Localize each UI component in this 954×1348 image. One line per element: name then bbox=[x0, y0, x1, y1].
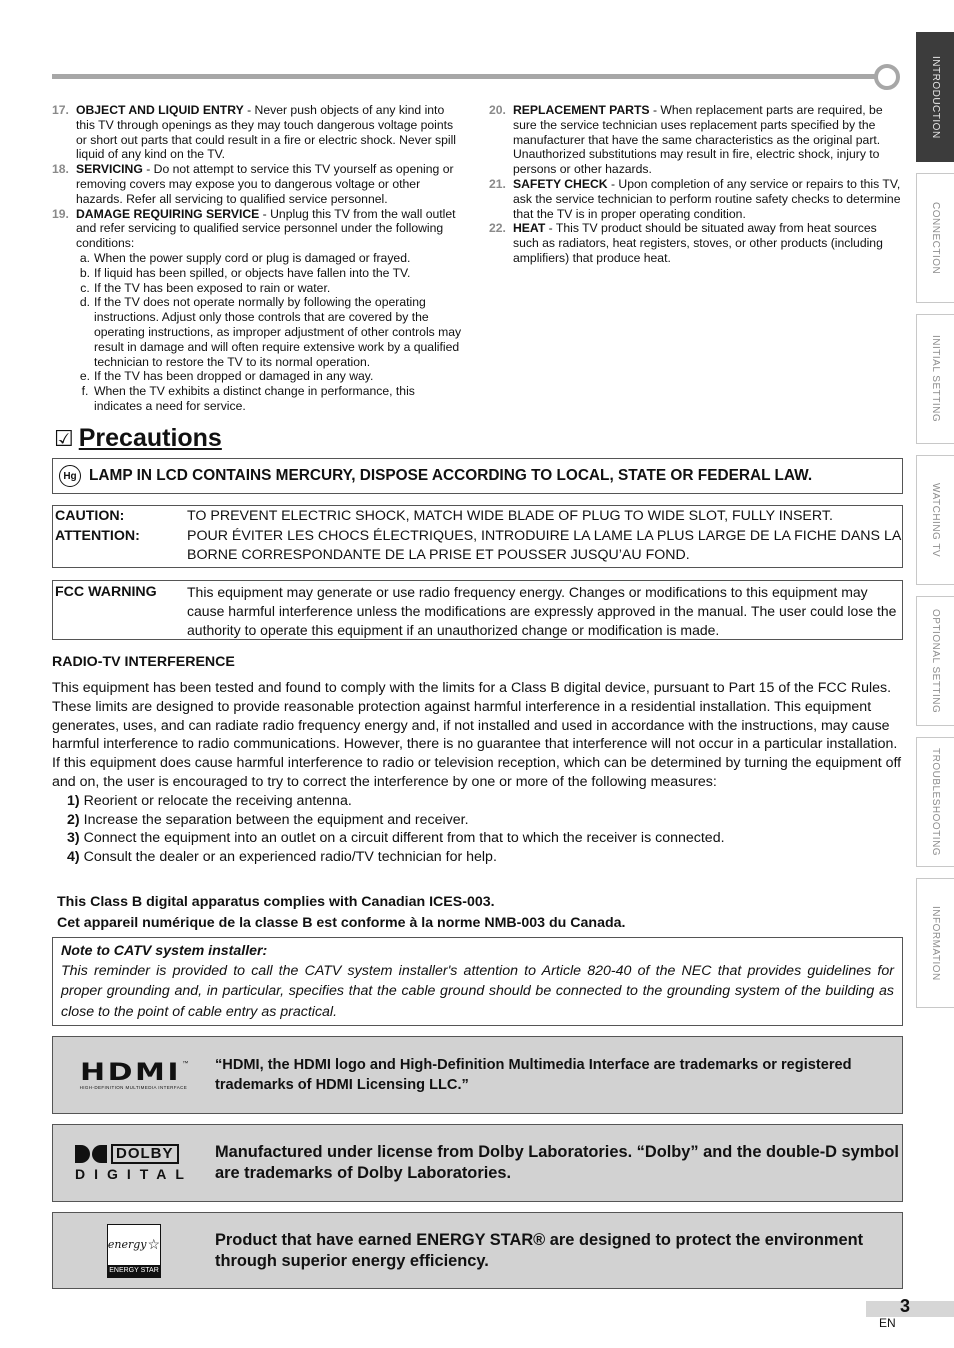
energy-star-icon: energy ☆ bbox=[107, 1236, 161, 1253]
hdmi-trademark-box bbox=[52, 1036, 903, 1114]
tab-information[interactable]: INFORMATION bbox=[916, 878, 954, 1008]
safety-item-20: 20. REPLACEMENT PARTS - When replacement parts are required, be sure the service technician uses replacement parts specified by the manufacturer that have the same characteristics as the original part. Unauthorized substitutions may result in fire, electric shock, injury to persons or other hazards. bbox=[489, 103, 883, 177]
fcc-text: This equipment may generate or use radio frequency energy. Changes or modifications to this equipment may cause harmful interference unless the modifications are expressly approved in the manual. The user could lose the authority to operate this equipment if an unauthorized change or modification is made. bbox=[187, 584, 897, 638]
top-rule-end-circle bbox=[874, 64, 900, 90]
radio-tv-paragraph: This equipment has been tested and found to comply with the limits for a Class B digital device, pursuant to Part 15 of the FCC Rules. These limits are designed to provide reasonable protection against harmful interference in a residential installation. This equipment generates, uses, and can radiate radio frequency energy and, if not installed and used in accordance with the instructions, may cause harmful interference to radio communications. However, there is no guarantee that interference will not occur in a particular installation. If this equipment does cause harmful interference to radio or television reception, which can be determined by turning the equipment off and on, the user is encouraged to try to correct the interference by one or more of the following measures: bbox=[52, 680, 902, 790]
caution-text: TO PREVENT ELECTRIC SHOCK, MATCH WIDE BLADE OF PLUG TO WIDE SLOT, FULLY INSERT. bbox=[187, 508, 833, 524]
caution-box bbox=[52, 505, 903, 568]
safety-column-left bbox=[52, 103, 466, 414]
caution-label: CAUTION: bbox=[55, 508, 125, 524]
safety-item-21: 21. SAFETY CHECK - Upon completion of any service or repairs to this TV, ask the service technician to perform routine safety checks to determine that the TV is in proper operating condition. bbox=[489, 176, 901, 221]
dolby-trademark-box bbox=[52, 1124, 903, 1202]
hdmi-logo: HDMI ™ HIGH-DEFINITION MULTIMEDIA INTERFACE bbox=[79, 1057, 189, 1090]
fcc-label: FCC WARNING bbox=[55, 584, 157, 600]
canada-compliance-en: This Class B digital apparatus complies with Canadian ICES-003. bbox=[57, 894, 495, 910]
attention-label: ATTENTION: bbox=[55, 527, 140, 544]
safety-item-18: 18. SERVICING - Do not attempt to service this TV yourself as opening or removing covers may expose you to dangerous voltage or other hazards. Refer all servicing to qualified service personnel. bbox=[52, 162, 454, 206]
mercury-warning-text: LAMP IN LCD CONTAINS MERCURY, DISPOSE ACCORDING TO LOCAL, STATE OR FEDERAL LAW. bbox=[89, 467, 813, 484]
canada-compliance bbox=[57, 892, 625, 933]
tab-introduction[interactable]: INTRODUCTION bbox=[916, 32, 954, 162]
safety-sub-item: a. When the power supply cord or plug is damaged or frayed. bbox=[79, 250, 411, 265]
radio-tv-section bbox=[52, 679, 904, 867]
top-rule bbox=[52, 74, 882, 79]
tab-initial-setting[interactable]: INITIAL SETTING bbox=[916, 314, 954, 444]
safety-sub-item: c. If the TV has been exposed to rain or water. bbox=[80, 280, 331, 295]
dolby-trademark-text: Manufactured under license from Dolby Laboratories. “Dolby” and the double-D symbol are trademarks of Dolby Laboratories. bbox=[215, 1143, 899, 1182]
fcc-warning-box bbox=[52, 580, 903, 640]
measure-item: 3) Connect the equipment into an outlet on a circuit different from that to which the receiver is connected. bbox=[67, 830, 725, 847]
measure-item: 4) Consult the dealer or an experienced radio/TV technician for help. bbox=[67, 849, 497, 866]
double-d-icon bbox=[75, 1145, 107, 1163]
safety-item-19: 19. DAMAGE REQUIRING SERVICE - Unplug this TV from the wall outlet and refer servicing to qualified service personnel under the following conditions: bbox=[52, 206, 456, 251]
catv-note-title: Note to CATV system installer: bbox=[61, 943, 268, 959]
energy-star-box bbox=[52, 1212, 903, 1289]
tab-connection[interactable]: CONNECTION bbox=[916, 173, 954, 303]
radio-tv-heading: RADIO-TV INTERFERENCE bbox=[52, 654, 235, 670]
energy-star-logo: energy ☆ ENERGY STAR bbox=[53, 1224, 215, 1278]
page-number: 3 bbox=[900, 1296, 911, 1316]
safety-item-22: 22. HEAT - This TV product should be situated away from heat sources such as radiators, heat registers, stoves, or other products (including amplifiers) that produce heat. bbox=[489, 221, 883, 265]
tab-troubleshooting[interactable]: TROUBLESHOOTING bbox=[916, 737, 954, 867]
safety-item-17: 17. OBJECT AND LIQUID ENTRY - Never push objects of any kind into this TV through openings as they may touch dangerous voltage points or short out parts that could result in a fire or electric shock. Never spill liquid of any kind on the TV. bbox=[52, 103, 457, 162]
precautions-heading bbox=[54, 424, 222, 453]
measure-item: 2) Increase the separation between the equipment and receiver. bbox=[67, 811, 469, 828]
safety-sub-item: e. If the TV has been dropped or damaged in any way. bbox=[79, 369, 374, 384]
energy-star-text: Product that have earned ENERGY STAR® are designed to protect the environment through superior energy efficiency. bbox=[215, 1230, 864, 1270]
tab-watching-tv[interactable]: WATCHING TV bbox=[916, 455, 954, 585]
attention-text: POUR ÉVITER LES CHOCS ÉLECTRIQUES, INTRODUIRE LA LAME LA PLUS LARGE DE LA FICHE DANS LA BORNE CORRESPONDANTE DE LA PRISE ET POUSSER JUSQU’AU FOND. bbox=[187, 527, 901, 563]
safety-sub-item: f. When the TV exhibits a distinct change in performance, this indicates a need for service. bbox=[81, 384, 415, 413]
section-title: Precautions bbox=[78, 424, 222, 452]
safety-column-right bbox=[489, 103, 903, 266]
dolby-logo: DOLBY DIGITAL bbox=[75, 1145, 193, 1182]
safety-sub-item: d. If the TV does not operate normally by following the operating instructions. Adjust only those controls that are covered by the operating instructions, as improper adjustment of other controls may result in damage and will often require extensive work by a qualified technician to restore the TV to its normal operation. bbox=[79, 295, 462, 369]
catv-note-box bbox=[52, 937, 903, 1026]
mercury-icon: Hg bbox=[59, 465, 81, 487]
mercury-warning-box bbox=[52, 458, 903, 494]
checkbox-icon: ☑ bbox=[54, 425, 74, 451]
safety-sub-item: b. If liquid has been spilled, or objects have fallen into the TV. bbox=[79, 265, 411, 280]
page-language: EN bbox=[879, 1316, 896, 1330]
hdmi-trademark-text: “HDMI, the HDMI logo and High-Definition Multimedia Interface are trademarks or registered trademarks of HDMI Licensing LLC.” bbox=[215, 1057, 852, 1093]
canada-compliance-fr: Cet appareil numérique de la classe B est conforme à la norme NMB-003 du Canada. bbox=[57, 914, 626, 931]
catv-note-text: This reminder is provided to call the CATV system installer's attention to Article 820-40 of the NEC that provides guidelines for proper grounding and, in particular, specifies that the cable ground should be connected to the grounding system of the building as close to the point of cable entry as practical. bbox=[61, 963, 894, 1020]
tab-optional-setting[interactable]: OPTIONAL SETTING bbox=[916, 596, 954, 726]
measure-item: 1) Reorient or relocate the receiving antenna. bbox=[67, 792, 352, 809]
